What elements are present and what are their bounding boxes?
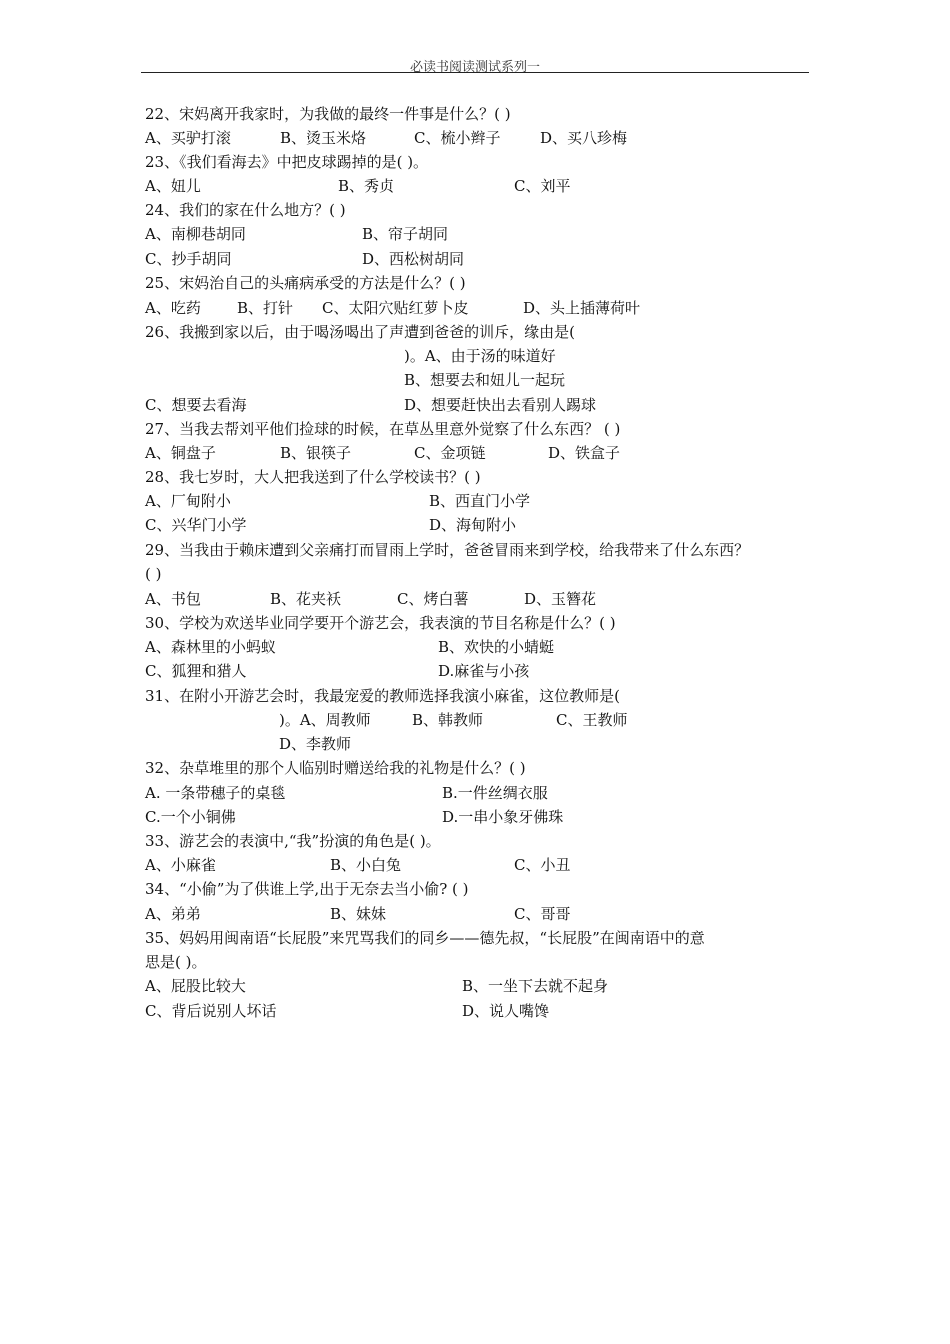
question-25-option-a: A、吃药 <box>145 299 201 317</box>
question-22-stem: 22、宋妈离开我家时，为我做的最终一件事是什么？( ) <box>145 105 511 123</box>
question-34-stem: 34、“小偷”为了供谁上学,出于无奈去当小偷? ( ) <box>145 880 469 898</box>
question-26-option-d: D、想要赶快出去看别人踢球 <box>404 396 597 414</box>
question-28-stem: 28、我七岁时，大人把我送到了什么学校读书？( ) <box>145 468 481 486</box>
question-27-option-c: C、金项链 <box>414 444 486 462</box>
question-28-option-a: A、厂甸附小 <box>145 492 231 510</box>
question-22-option-c: C、梳小辫子 <box>414 129 501 147</box>
question-31-option-b: B、韩教师 <box>412 711 484 729</box>
question-30-stem: 30、学校为欢送毕业同学要开个游艺会，我表演的节目名称是什么？( ) <box>145 614 616 632</box>
question-27-option-a: A、铜盘子 <box>145 444 216 462</box>
question-30-option-a: A、森林里的小蚂蚁 <box>145 638 276 656</box>
question-26-option-c: C、想要去看海 <box>145 396 247 414</box>
question-35-stem: 35、妈妈用闽南语“长屁股”来咒骂我们的同乡——德先叔，“长屁股”在闽南语中的意 <box>145 929 705 947</box>
question-23-option-b: B、秀贞 <box>338 177 395 195</box>
question-30-option-d: D.麻雀与小孩 <box>438 662 530 680</box>
question-23-stem: 23、《我们看海去》中把皮球踢掉的是( )。 <box>145 153 429 171</box>
question-29-option-d: D、玉簪花 <box>524 590 597 608</box>
question-30-option-b: B、欢快的小蜻蜓 <box>438 638 555 656</box>
header-rule <box>141 72 809 73</box>
question-26-option-b: B、想要去和妞儿一起玩 <box>404 371 566 389</box>
question-28-option-d: D、海甸附小 <box>429 516 517 534</box>
question-33-stem: 33、游艺会的表演中,“我”扮演的角色是( )。 <box>145 832 441 850</box>
question-24-stem: 24、我们的家在什么地方？( ) <box>145 201 346 219</box>
question-24-option-c: C、抄手胡同 <box>145 250 232 268</box>
question-29-option-c: C、烤白薯 <box>397 590 469 608</box>
question-29-option-a: A、书包 <box>145 590 201 608</box>
question-31-stem: 31、在附小开游艺会时，我最宠爱的教师选择我演小麻雀，这位教师是( <box>145 687 620 705</box>
question-32-option-c: C.一个小铜佛 <box>145 808 236 826</box>
question-29-option-b: B、花夹袄 <box>270 590 342 608</box>
question-22-option-d: D、买八珍梅 <box>540 129 628 147</box>
question-24-option-a: A、南柳巷胡同 <box>145 225 246 243</box>
question-34-option-c: C、哥哥 <box>514 905 571 923</box>
question-32-option-d: D.一串小象牙佛珠 <box>442 808 564 826</box>
question-25-option-c: C、太阳穴贴红萝卜皮 <box>322 299 469 317</box>
question-32-option-a: A. 一条带穗子的桌毯 <box>145 784 286 802</box>
question-32-option-b: B.一件丝绸衣服 <box>442 784 548 802</box>
question-25-option-d: D、头上插薄荷叶 <box>523 299 641 317</box>
question-26-stem: 26、我搬到家以后，由于喝汤喝出了声遭到爸爸的训斥，缘由是( <box>145 323 575 341</box>
question-33-option-c: C、小丑 <box>514 856 571 874</box>
question-22-option-b: B、烫玉米烙 <box>280 129 367 147</box>
question-34-option-b: B、妹妹 <box>330 905 387 923</box>
question-27-option-b: B、银筷子 <box>280 444 352 462</box>
question-31-option-c: C、王教师 <box>556 711 628 729</box>
question-24-option-d: D、西松树胡同 <box>362 250 465 268</box>
question-26-stem-cont: )。A、由于汤的味道好 <box>404 347 556 365</box>
question-28-option-b: B、西直门小学 <box>429 492 531 510</box>
question-22-option-a: A、买驴打滚 <box>145 129 231 147</box>
question-35-option-c: C、背后说别人坏话 <box>145 1002 277 1020</box>
question-35-option-a: A、屁股比较大 <box>145 977 246 995</box>
question-25-stem: 25、宋妈治自己的头痛病承受的方法是什么？( ) <box>145 274 466 292</box>
question-29-stem: 29、当我由于赖床遭到父亲痛打而冒雨上学时，爸爸冒雨来到学校，给我带来了什么东西？ <box>145 541 750 559</box>
question-35-option-b: B、一坐下去就不起身 <box>462 977 609 995</box>
question-30-option-c: C、狐狸和猎人 <box>145 662 247 680</box>
question-35-stem-cont: 思是( )。 <box>145 953 207 971</box>
question-29-stem-cont: ( ) <box>145 565 162 583</box>
question-23-option-c: C、刘平 <box>514 177 571 195</box>
question-32-stem: 32、杂草堆里的那个人临别时赠送给我的礼物是什么？( ) <box>145 759 526 777</box>
question-33-option-a: A、小麻雀 <box>145 856 216 874</box>
question-27-option-d: D、铁盒子 <box>548 444 621 462</box>
question-31-option-d: D、李教师 <box>279 735 352 753</box>
question-23-option-a: A、妞儿 <box>145 177 201 195</box>
question-34-option-a: A、弟弟 <box>145 905 201 923</box>
question-31-stem-cont: )。A、周教师 <box>279 711 371 729</box>
question-24-option-b: B、帘子胡同 <box>362 225 449 243</box>
question-33-option-b: B、小白兔 <box>330 856 402 874</box>
question-35-option-d: D、说人嘴馋 <box>462 1002 550 1020</box>
question-28-option-c: C、兴华门小学 <box>145 516 247 534</box>
page-header-title: 必读书阅读测试系列一 <box>409 60 540 75</box>
question-27-stem: 27、当我去帮刘平他们捡球的时候，在草丛里意外觉察了什么东西？ ( ) <box>145 420 621 438</box>
question-25-option-b: B、打针 <box>237 299 294 317</box>
